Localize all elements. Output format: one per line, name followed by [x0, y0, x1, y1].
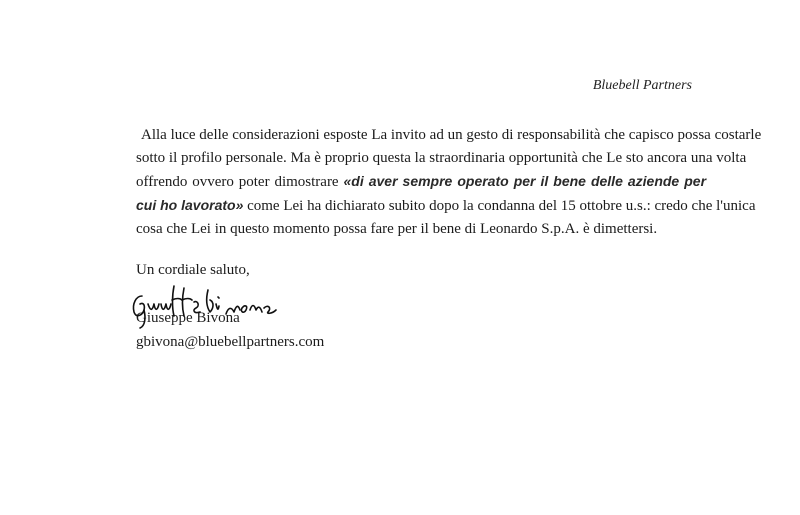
body-line-4-text: come Lei ha dichiarato subito dopo la condanna del 15 ottobre u.s.: credo che l'unica — [247, 198, 756, 214]
signature-block — [128, 282, 308, 332]
body-line-4 — [136, 194, 756, 218]
letter-body — [136, 124, 762, 241]
email-address: gbivona@bluebellpartners.com — [136, 334, 325, 350]
body-line-5: cosa che Lei in questo momento possa fare per il bene di Leonardo S.p.A. è dimettersi. — [136, 221, 658, 237]
signer-name: Giuseppe Bivona — [136, 310, 240, 326]
body-line-2: sotto il profilo personale. Ma è proprio questa la straordinaria opportunità che Le sto ancora una volta — [136, 150, 747, 166]
body-line-1: Alla luce delle considerazioni esposte La invito ad un gesto di responsabilità che capisco possa costarle — [141, 127, 762, 143]
handwritten-signature — [128, 282, 308, 332]
quote-part-1: «di aver sempre operato per il bene delle aziende per — [343, 173, 707, 189]
quote-part-2: cui ho lavorato» — [136, 197, 244, 213]
body-line-3-text: offrendo ovvero poter dimostrare — [136, 174, 339, 190]
body-line-3 — [136, 170, 706, 194]
closing-greeting: Un cordiale saluto, — [136, 262, 250, 278]
letterhead-company: Bluebell Partners — [592, 78, 692, 93]
